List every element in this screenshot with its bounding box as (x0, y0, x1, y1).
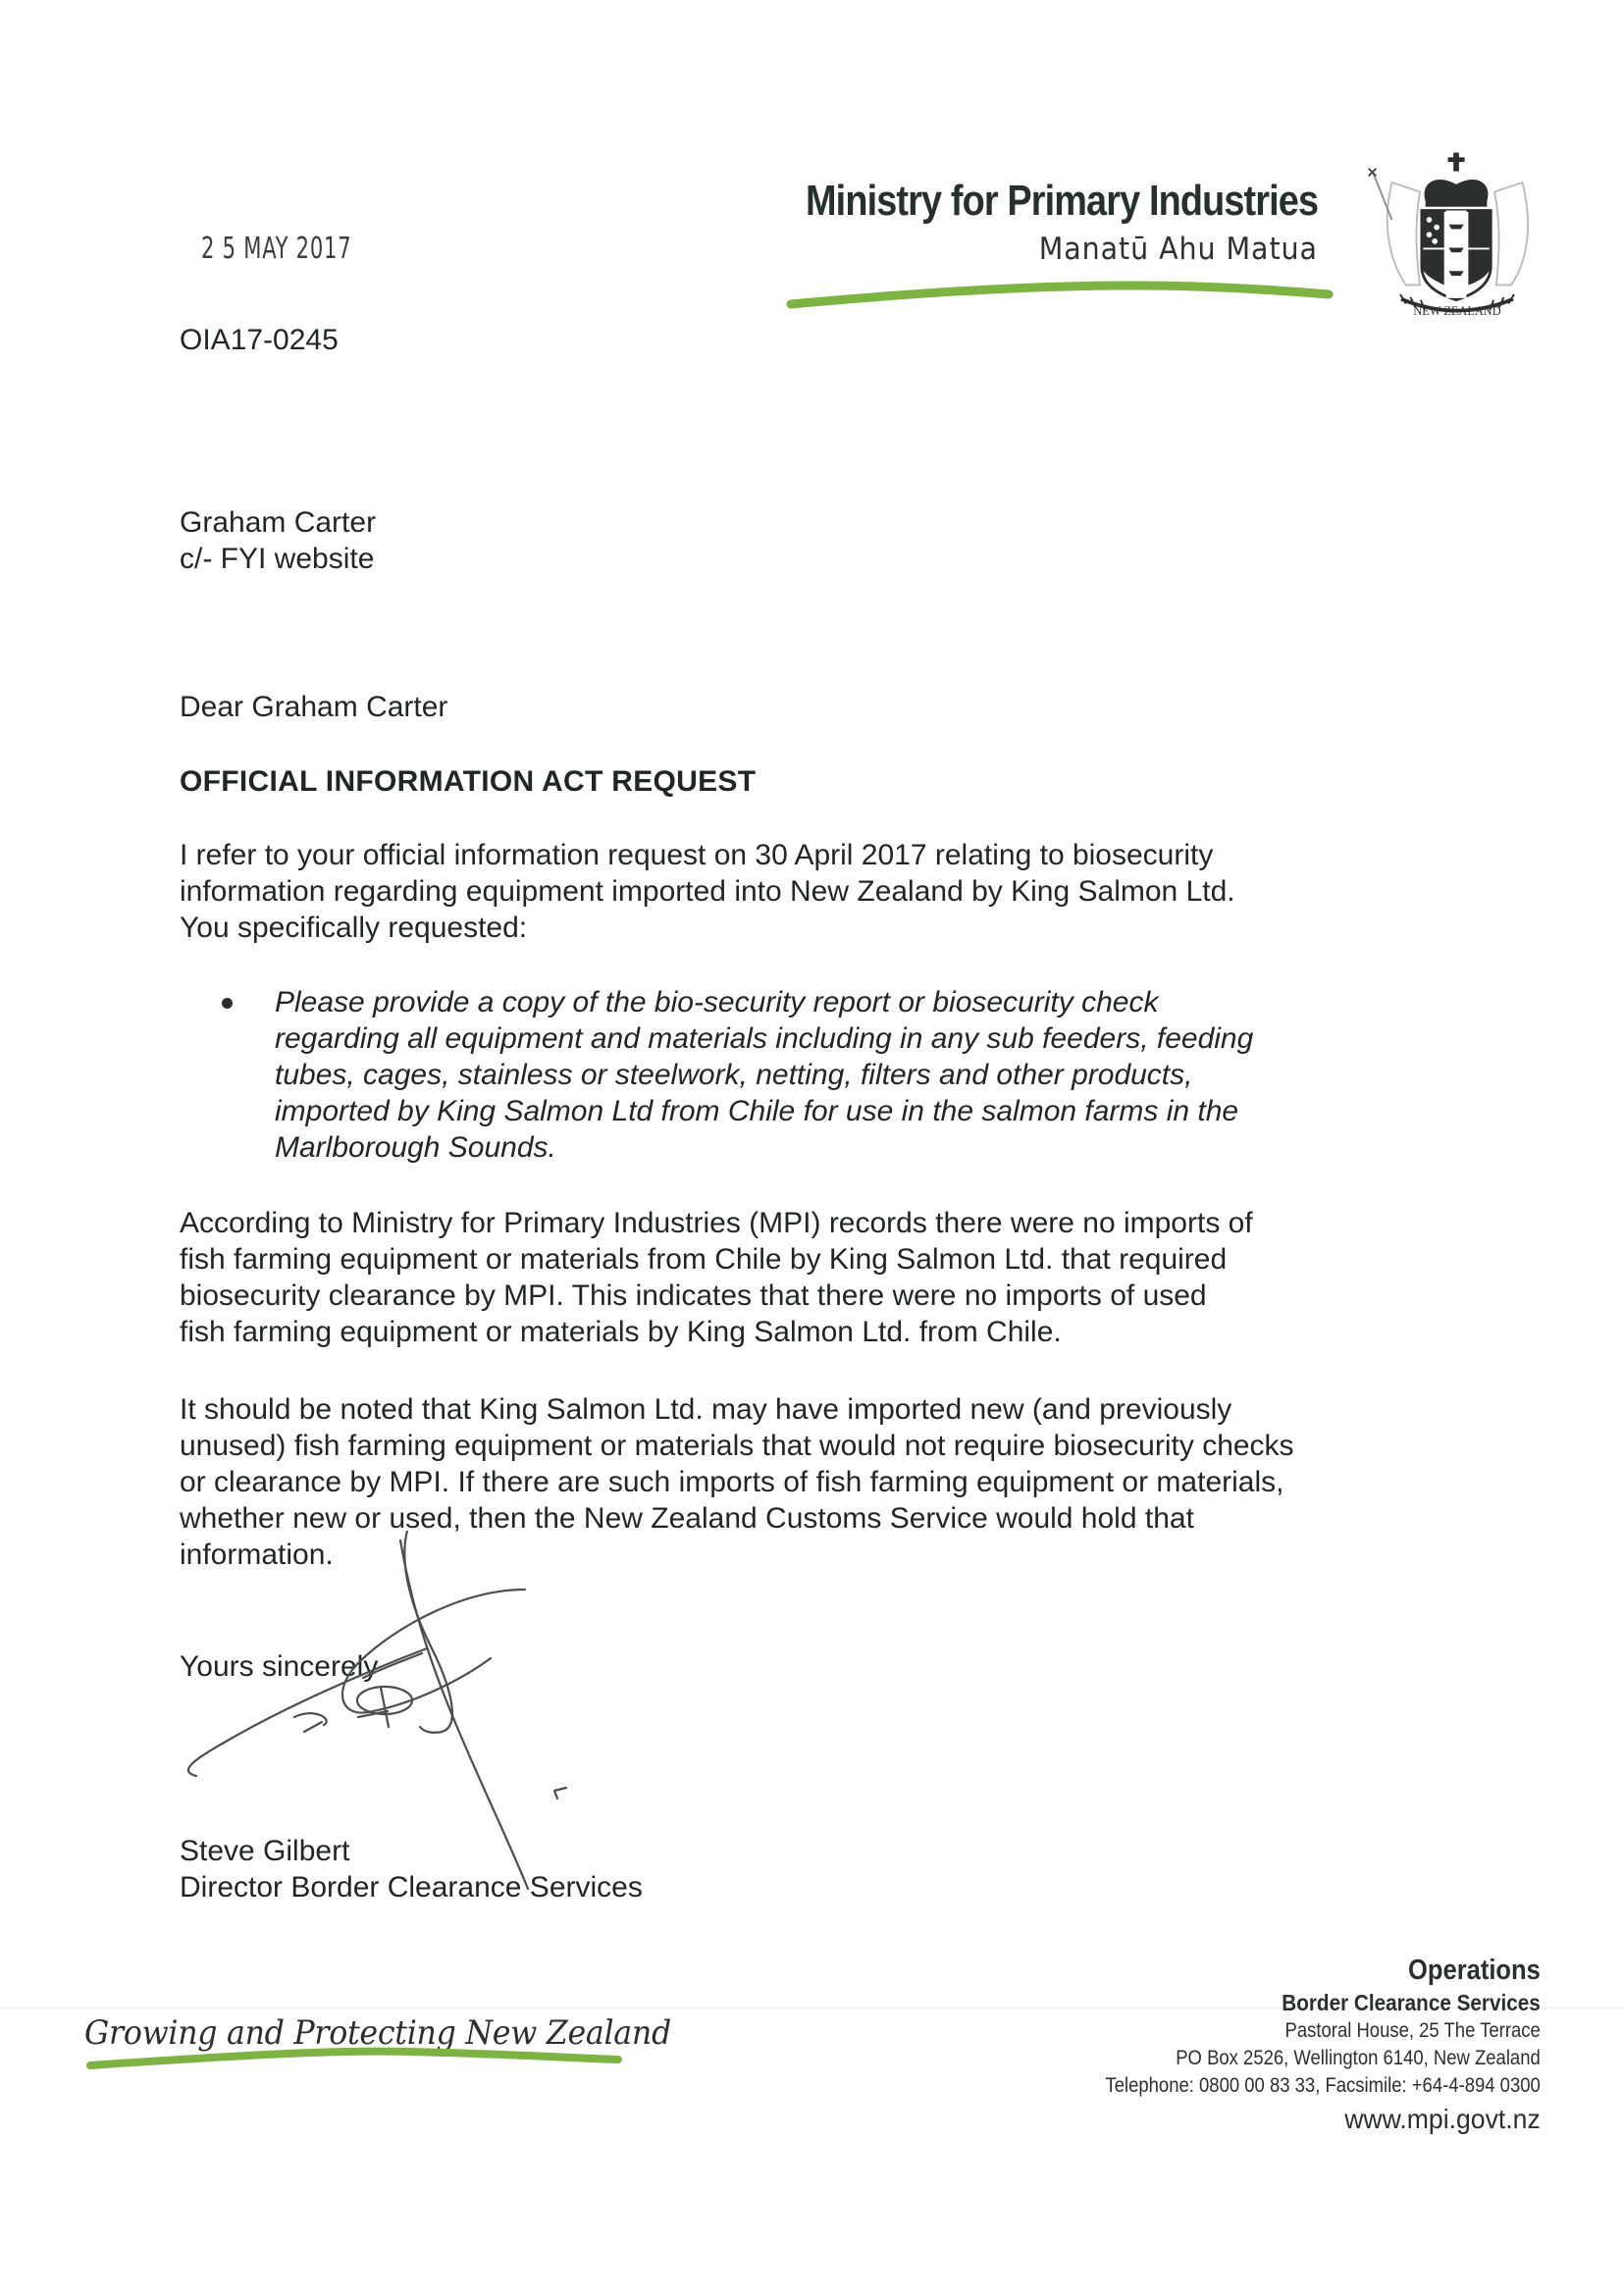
salutation: Dear Graham Carter (180, 691, 448, 723)
signatory-block (180, 1833, 643, 1905)
request-quote (275, 984, 1253, 1166)
text-line: fish farming equipment or materials by King Salmon Ltd. from Chile. (180, 1316, 1062, 1348)
nz-coat-of-arms-icon (1364, 145, 1550, 332)
recipient-address: c/- FYI website (180, 543, 375, 575)
text-line: whether new or used, then the New Zealand Customs Service would hold that (180, 1502, 1194, 1535)
letterhead-green-swoosh (785, 277, 1335, 312)
footer-contact-block (1046, 1953, 1541, 2139)
text-line: I refer to your official information request on 30 April 2017 relating to biosecurity (180, 839, 1214, 871)
recipient-name: Graham Carter (180, 506, 377, 539)
footer-address-line-1: Pastoral House, 25 The Terrace (1284, 2019, 1541, 2042)
footer-website-link[interactable]: www.mpi.govt.nz (1344, 2104, 1541, 2134)
text-line: Please provide a copy of the bio-security report or biosecurity check (275, 986, 1159, 1018)
text-line: regarding all equipment and materials including in any sub feeders, feeding (275, 1022, 1254, 1055)
text-line: imported by King Salmon Ltd from Chile for use in the salmon farms in the (275, 1095, 1239, 1127)
footer-green-swoosh (84, 2044, 624, 2073)
text-line: It should be noted that King Salmon Ltd. may have imported new (and previously (180, 1393, 1232, 1426)
text-line: or clearance by MPI. If there are such imports of fish farming equipment or materials, (180, 1466, 1284, 1498)
date-stamp: 2 5 MAY 2017 (201, 232, 352, 266)
signatory-name: Steve Gilbert (180, 1835, 350, 1867)
footer-address-line-2: PO Box 2526, Wellington 6140, New Zealand (1176, 2047, 1541, 2069)
svg-text:NEW ZEALAND: NEW ZEALAND (1413, 303, 1501, 318)
findings-paragraph (180, 1205, 1416, 1350)
footer-phone-fax: Telephone: 0800 00 83 33, Facsimile: +64-4-894 0300 (1105, 2074, 1541, 2097)
text-line: biosecurity clearance by MPI. This indicates that there were no imports of used (180, 1279, 1207, 1312)
text-line: fish farming equipment or materials from Chile by King Salmon Ltd. that required (180, 1243, 1228, 1276)
closing-phrase: Yours sincerely (180, 1650, 379, 1683)
footer-tagline: Growing and Protecting New Zealand (84, 2013, 671, 2053)
signatory-title: Director Border Clearance Services (180, 1871, 643, 1904)
note-paragraph (180, 1391, 1416, 1573)
text-line: information. (180, 1539, 334, 1571)
text-line: unused) fish farming equipment or materials that would not require biosecurity checks (180, 1430, 1294, 1462)
text-line: Marlborough Sounds. (275, 1131, 556, 1164)
text-line: tubes, cages, stainless or steelwork, netting, filters and other products, (275, 1059, 1193, 1091)
text-line: According to Ministry for Primary Industries (MPI) records there were no imports of (180, 1207, 1253, 1239)
letter-heading: OFFICIAL INFORMATION ACT REQUEST (180, 765, 757, 798)
text-line: information regarding equipment imported into New Zealand by King Salmon Ltd. (180, 875, 1235, 908)
recipient-block (180, 504, 376, 577)
intro-paragraph (180, 837, 1416, 946)
organisation-maori-name: Manatū Ahu Matua (1038, 232, 1318, 267)
footer-division: Operations (1408, 1955, 1541, 1986)
organisation-name: Ministry for Primary Industries (805, 177, 1318, 225)
reference-number: OIA17-0245 (180, 324, 339, 356)
footer-department: Border Clearance Services (1282, 1990, 1541, 2015)
bullet-icon (222, 998, 233, 1009)
text-line: You specifically requested: (180, 912, 528, 944)
